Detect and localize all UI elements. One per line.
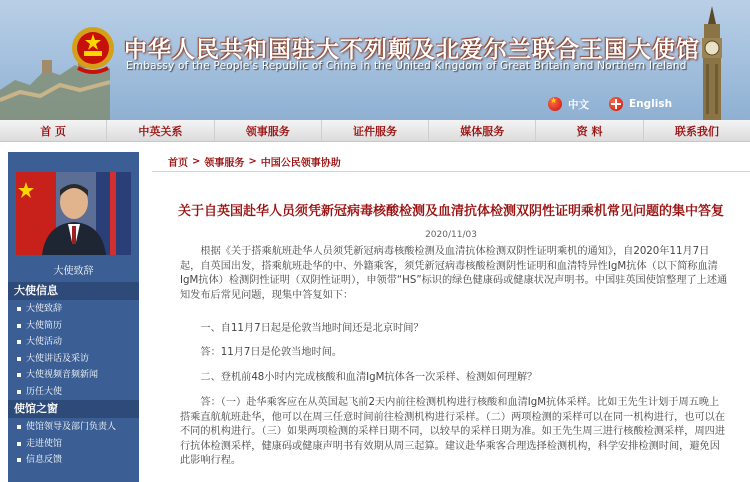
sidebar-list-ambassador bbox=[8, 301, 139, 400]
sidebar-item-ambassador-interviews[interactable]: 大使讲话及采访 bbox=[8, 351, 139, 368]
nav-home[interactable]: 首 页 bbox=[0, 120, 107, 141]
article-answer-1: 答：11月7日是伦敦当地时间。 bbox=[200, 347, 343, 358]
chinese-national-emblem-icon bbox=[70, 24, 116, 76]
sidebar-item-ambassador-activities[interactable]: 大使活动 bbox=[8, 334, 139, 351]
embassy-title-cn: 中华人民共和国驻大不列颠及北爱尔兰联合王国大使馆 bbox=[124, 37, 700, 63]
china-flag-icon bbox=[548, 97, 562, 111]
nav-consular-services[interactable]: 领事服务 bbox=[215, 120, 322, 141]
breadcrumb-separator: > bbox=[192, 156, 201, 167]
nav-document-services[interactable]: 证件服务 bbox=[322, 120, 429, 141]
sidebar-section-ambassador-info: 大使信息 bbox=[8, 282, 139, 300]
ambassador-portrait-icon bbox=[16, 172, 131, 255]
article-date: 2020/11/03 bbox=[425, 230, 477, 240]
sidebar-item-ambassador-speech[interactable]: 大使致辞 bbox=[8, 301, 139, 318]
main-nav bbox=[0, 120, 750, 142]
ambassador-caption[interactable]: 大使致辞 bbox=[53, 266, 94, 277]
nav-contact-us[interactable]: 联系我们 bbox=[674, 124, 719, 138]
article-question-2: 二、登机前48小时内完成核酸和血清IgM抗体各一次采样、检测如何理解？ bbox=[200, 372, 538, 383]
lang-chinese-label: 中文 bbox=[568, 98, 589, 111]
lang-switch-chinese[interactable] bbox=[548, 96, 589, 112]
sidebar-item-former-ambassadors[interactable]: 历任大使 bbox=[8, 384, 139, 401]
sidebar bbox=[8, 152, 139, 482]
article-intro: 根据《关于搭乘航班赴华人员须凭新冠病毒核酸检测及血清抗体检测双阴性证明乘机的通知》，自2020年11月7日起，自英国出发，搭乘航班赴华的中、外籍乘客，须凭新冠病毒核酸检测阴性证明和血清特异性IgM抗体（以下简称血清IgM抗体）检测阴性证明（双阴性证明），申领带“HS”标识的绿色健康码或健康状况声明书。中国驻英国使馆整理了上述通知发布后常见问题，现集中答复如下： bbox=[180, 246, 728, 301]
nav-sino-uk-relations[interactable]: 中英关系 bbox=[107, 120, 214, 141]
sidebar-item-embassy-leaders[interactable]: 使馆领导及部门负责人 bbox=[8, 419, 139, 436]
main-content bbox=[152, 142, 750, 482]
lang-english-label: English bbox=[629, 98, 673, 110]
breadcrumb-home[interactable]: 首页 bbox=[168, 158, 188, 169]
breadcrumb-consular[interactable]: 领事服务 bbox=[204, 158, 245, 169]
breadcrumb-separator: > bbox=[248, 156, 257, 167]
lang-switch-english[interactable] bbox=[609, 96, 672, 112]
embassy-title-en: Embassy of the People's Republic of China in the United Kingdom of Great Britain and Northern Ireland bbox=[126, 60, 687, 72]
nav-resources[interactable]: 资 料 bbox=[536, 120, 643, 141]
ambassador-photo[interactable] bbox=[16, 172, 131, 255]
sidebar-item-ambassador-media[interactable]: 大使视频音频新闻 bbox=[8, 367, 139, 384]
site-header bbox=[0, 0, 750, 120]
sidebar-item-ambassador-resume[interactable]: 大使简历 bbox=[8, 318, 139, 335]
sidebar-item-feedback[interactable]: 信息反馈 bbox=[8, 452, 139, 469]
article-question-1: 一、自11月7日起是伦敦当地时间还是北京时间？ bbox=[200, 323, 424, 334]
sidebar-list-embassy bbox=[8, 419, 139, 469]
big-ben-icon bbox=[692, 6, 732, 120]
breadcrumb-consular-assistance[interactable]: 中国公民领事协助 bbox=[260, 158, 341, 169]
uk-flag-icon bbox=[609, 97, 623, 111]
sidebar-section-embassy-window: 使馆之窗 bbox=[8, 400, 139, 418]
article-title: 关于自英国赴华人员须凭新冠病毒核酸检测及血清抗体检测双阴性证明乘机常见问题的集中答复 bbox=[177, 204, 724, 219]
sidebar-item-enter-embassy[interactable]: 走进使馆 bbox=[8, 436, 139, 453]
nav-media-services[interactable]: 媒体服务 bbox=[429, 120, 536, 141]
article-answer-2: 答：（一）赴华乘客应在从英国起飞前2天内前往检测机构进行核酸和血清IgM抗体采样。比如王先生计划于周五晚上搭乘直航航班赴华，他可以在周三任意时间前往检测机构进行采样。（二）两项检测的采样可以在同一机构进行，也可以在不同的机构进行。（三）如果两项检测的采样日期不同，以较早的采样日期为准。如王先生周三进行核酸检测采样，周四进行抗体检测采样，健康码或健康声明书有效期从周三起算。建议赴华乘客合理选择检测机构，科学安排检测时间，避免因此影响行程。 bbox=[180, 397, 726, 466]
breadcrumb bbox=[152, 152, 750, 172]
